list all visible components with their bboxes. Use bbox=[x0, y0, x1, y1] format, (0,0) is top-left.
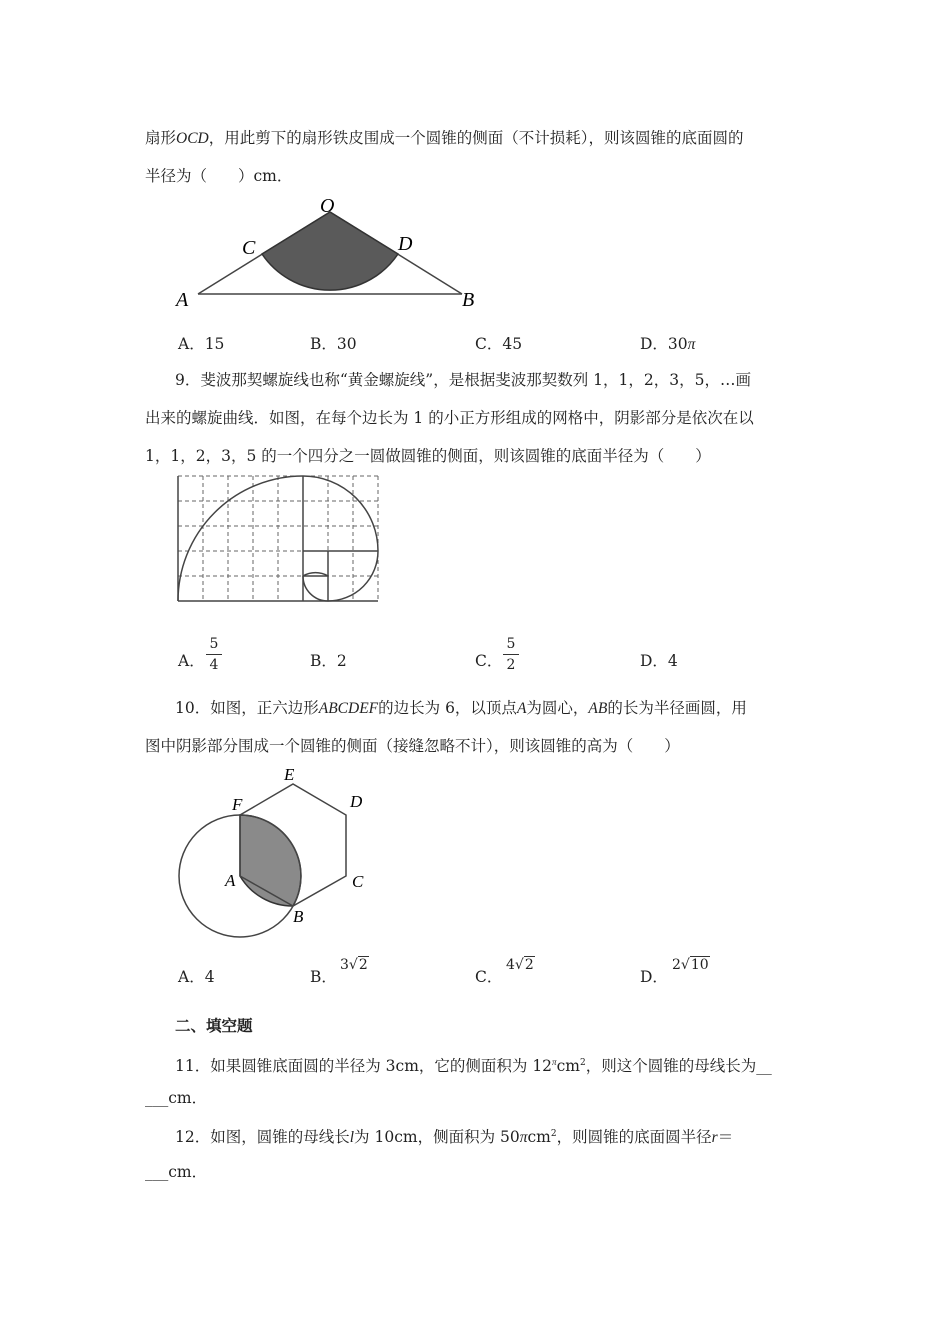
q10-label-D: D bbox=[350, 792, 363, 811]
q10-option-b-radical: 3√2 bbox=[340, 957, 368, 973]
q8-option-d[interactable]: D．30π bbox=[640, 335, 696, 353]
q10-label-E: E bbox=[284, 765, 295, 784]
q10-option-a[interactable]: A．4 bbox=[178, 968, 215, 986]
q10-label-B: B bbox=[293, 907, 304, 926]
q9-option-c-fraction: 5 2 bbox=[503, 636, 519, 673]
q10-option-d[interactable]: D． bbox=[640, 968, 668, 986]
q9-option-a-fraction: 5 4 bbox=[206, 636, 222, 673]
q9-option-d[interactable]: D．4 bbox=[640, 652, 678, 670]
q12-text-line1: 12．如图，圆锥的母线长l为 10cm，侧面积为 50πcm$^2$，则圆锥的底面圆半径r＝ bbox=[175, 1128, 734, 1147]
q11-text-line2: ___cm． bbox=[145, 1089, 208, 1107]
q8-label-A: A bbox=[176, 289, 189, 311]
q12-text-line2: ___cm． bbox=[145, 1163, 208, 1181]
q10-label-A: A bbox=[225, 871, 236, 890]
q9-option-b[interactable]: B．2 bbox=[310, 652, 347, 670]
q11-text-line1: 11．如果圆锥底面圆的半径为 3cm，它的侧面积为 $12^\pi cm^2$，则这个圆锥的母线长为__ bbox=[175, 1057, 772, 1076]
q8-text-line1: 扇形OCD，用此剪下的扇形铁皮围成一个圆锥的侧面（不计损耗），则该圆锥的底面圆的 bbox=[145, 129, 744, 147]
q8-option-a[interactable]: A．15 bbox=[178, 335, 225, 353]
q10-option-c-radical: 4√2 bbox=[506, 957, 534, 973]
q8-label-C: C bbox=[242, 237, 256, 259]
q10-hexagon-figure bbox=[170, 762, 380, 944]
q8-sector-figure bbox=[170, 190, 490, 315]
q10-option-c[interactable]: C． bbox=[475, 968, 503, 986]
q8-option-c[interactable]: C．45 bbox=[475, 335, 523, 353]
q10-option-d-radical: 2√10 bbox=[672, 957, 709, 973]
q8-label-D: D bbox=[398, 233, 413, 255]
q10-label-C: C bbox=[352, 872, 364, 891]
q9-option-c[interactable]: C． bbox=[475, 652, 503, 670]
q9-spiral-figure bbox=[175, 473, 385, 605]
q9-option-a[interactable]: A． bbox=[178, 652, 205, 670]
q9-text-line1: 9．斐波那契螺旋线也称“黄金螺旋线”，是根据斐波那契数列 1，1，2，3，5，…画 bbox=[175, 371, 751, 389]
q8-option-b[interactable]: B．30 bbox=[310, 335, 357, 353]
q9-text-line3: 1，1，2，3，5 的一个四分之一圆做圆锥的侧面，则该圆锥的底面半径为（ ） bbox=[145, 447, 711, 465]
q8-label-O: O bbox=[320, 195, 335, 217]
q10-label-F: F bbox=[232, 795, 243, 814]
q9-text-line2: 出来的螺旋曲线．如图，在每个边长为 1 的小正方形组成的网格中，阴影部分是依次在以 bbox=[145, 409, 754, 427]
q10-option-b[interactable]: B． bbox=[310, 968, 337, 986]
q10-text-line2: 图中阴影部分围成一个圆锥的侧面（接缝忽略不计），则该圆锥的高为（ ） bbox=[145, 737, 680, 755]
q8-label-B: B bbox=[462, 289, 475, 311]
q10-text-line1: 10．如图，正六边形ABCDEF的边长为 6，以顶点A为圆心，AB的长为半径画圆，用 bbox=[175, 699, 747, 717]
q8-text-line2: 半径为（ ）cm． bbox=[145, 167, 293, 185]
section-title-fill-blank: 二、填空题 bbox=[175, 1017, 253, 1035]
